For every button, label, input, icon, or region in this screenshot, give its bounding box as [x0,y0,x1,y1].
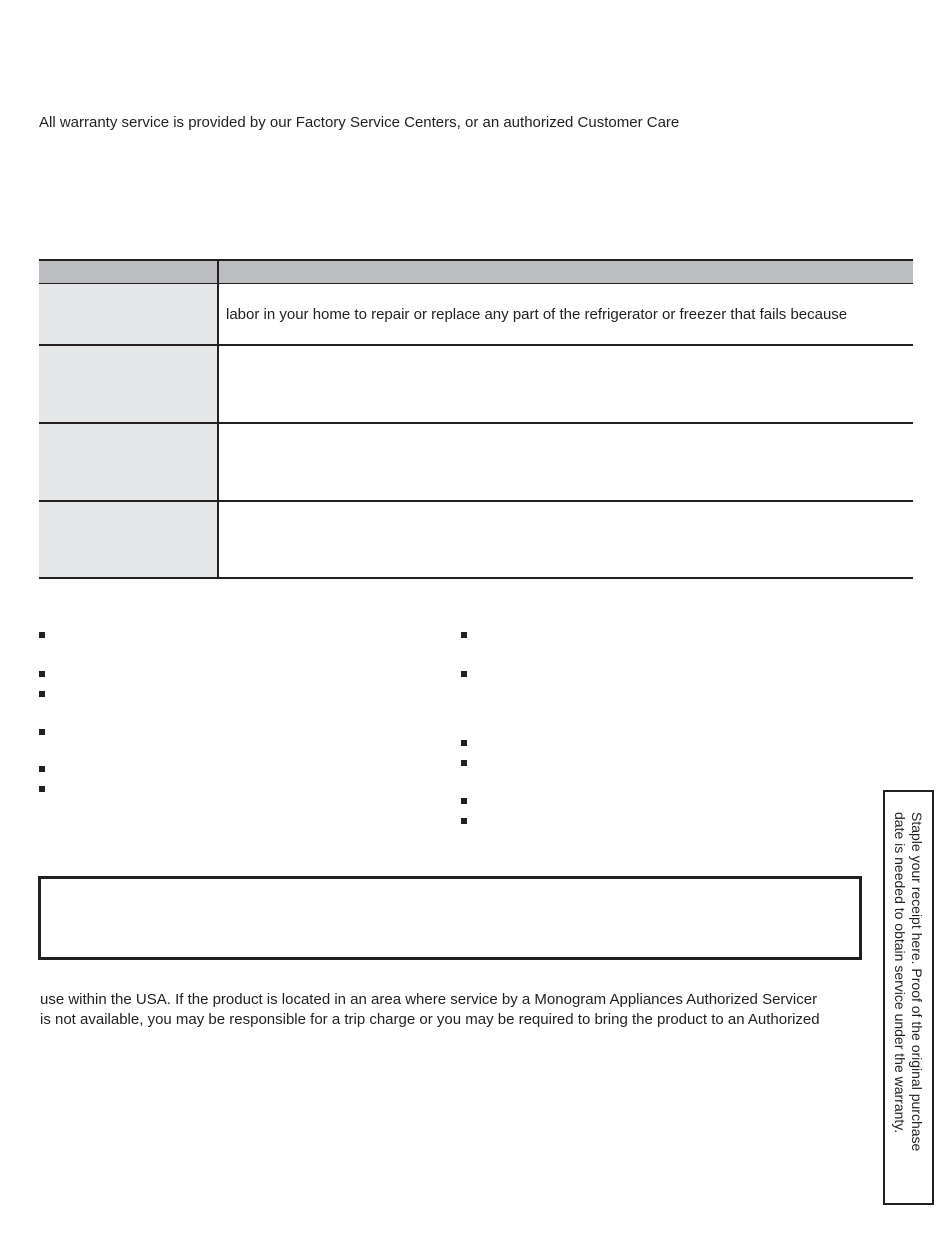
bullet-icon [39,691,45,697]
table-row-divider [39,422,913,424]
notice-box [38,876,862,960]
staple-receipt-note [891,812,925,1151]
bullet-icon [39,766,45,772]
table-header [39,259,913,284]
bullet-icon [39,786,45,792]
staple-note-line: Staple your receipt here. Proof of the original purchase [909,812,925,1152]
table-period-column [39,284,218,579]
service-area-paragraph [40,990,820,1030]
staple-note-line: date is needed to obtain service under the warranty. [892,812,908,1134]
table-header-divider [217,259,219,284]
intro-text: All warranty service is provided by our Factory Service Centers, or an authorized Customer Care [39,114,680,131]
table-row-divider [39,500,913,502]
table-bottom-border [39,577,913,579]
paragraph-line: use within the USA. If the product is located in an area where service by a Monogram Appliances Authorized Servicer [40,991,818,1008]
bullet-icon [461,818,467,824]
bullet-icon [461,798,467,804]
table-row-text: labor in your home to repair or replace any part of the refrigerator or freezer that fails because [226,306,848,323]
paragraph-line: is not available, you may be responsible for a trip charge or you may be required to bring the product to an Authorized [40,1011,820,1028]
bullet-icon [39,671,45,677]
bullet-icon [39,632,45,638]
warranty-table [39,259,913,579]
table-column-divider [217,284,219,579]
bullet-icon [461,760,467,766]
bullet-icon [461,632,467,638]
bullet-icon [461,671,467,677]
bullet-icon [461,740,467,746]
bullet-icon [39,729,45,735]
table-row-divider [39,344,913,346]
